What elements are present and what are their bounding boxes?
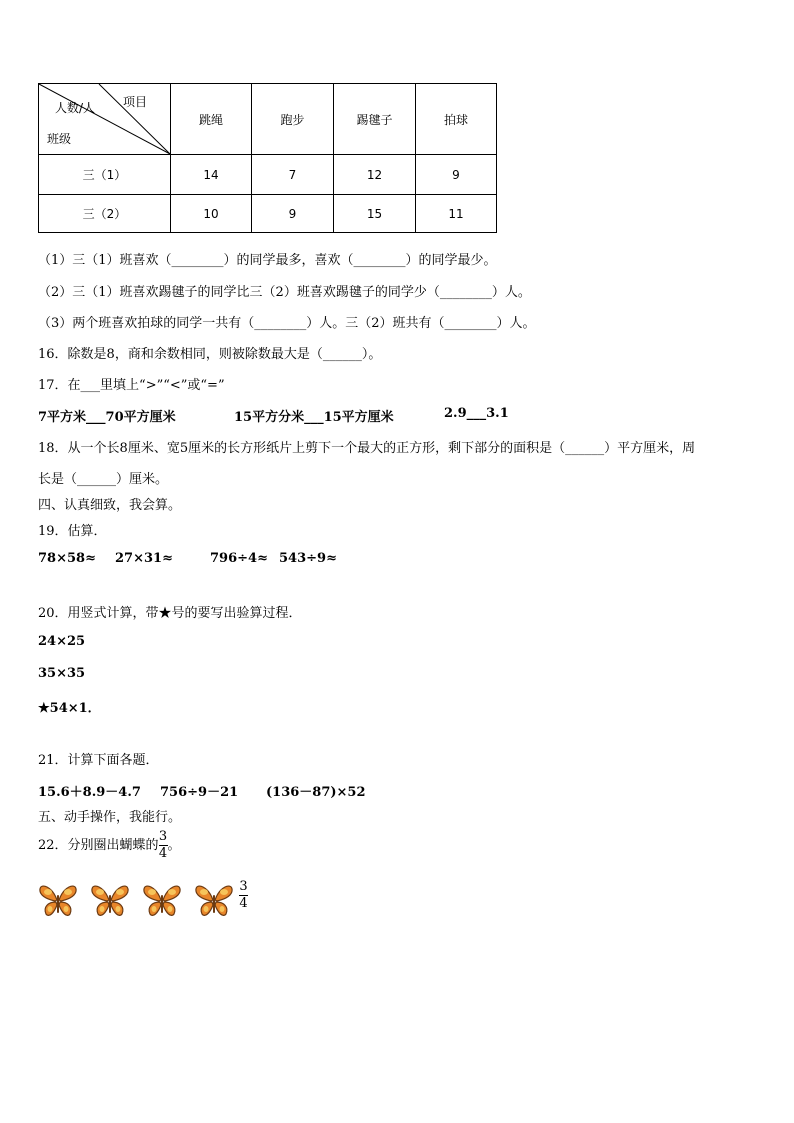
column-header: 跑步 [252,84,334,155]
question-22-end: 。 [167,838,181,853]
question-22-title: 22．分别圈出蝴蝶的 [38,838,159,853]
table-cell: 15 [334,195,416,233]
q21-item: 756÷9－21 [160,785,239,800]
header-corner-cell [39,84,171,155]
survey-table [38,83,497,233]
q15-part1: （1）三（1）班喜欢（________）的同学最多，喜欢（________）的同学最少。 [38,253,497,268]
q17-item-c: 2.9___3.1 [444,406,509,421]
q21-item: 15.6＋8.9－4.7 [38,785,141,800]
column-header: 跳绳 [171,84,252,155]
butterfly-icon [90,883,130,919]
table-cell: 12 [334,155,416,195]
section-5-heading: 五、动手操作，我能行。 [38,810,182,825]
q15-part2: （2）三（1）班喜欢踢毽子的同学比三（2）班喜欢踢毽子的同学少（________）人。 [38,285,531,300]
table-header-row [39,84,497,155]
q17-item-a: 7平方米___70平方厘米 [38,410,176,425]
question-18-line1: 18．从一个长8厘米、宽5厘米的长方形纸片上剪下一个最大的正方形，剩下部分的面积是（______）平方厘米，周 [38,441,696,456]
row-label: 三（1） [39,155,171,195]
fraction-three-quarters [159,830,168,861]
fraction-denominator: 4 [239,896,248,911]
question-21-title: 21．计算下面各题． [38,753,159,768]
corner-label-item: 项目 [123,95,148,109]
butterfly-icon [194,883,234,919]
corner-label-class: 班级 [47,132,72,146]
row-label: 三（2） [39,195,171,233]
q17-item-b: 15平方分米___15平方厘米 [234,410,394,425]
q21-item: (136－87)×52 [266,785,366,800]
q15-part3: （3）两个班喜欢拍球的同学一共有（________）人。三（2）班共有（________）人。 [38,316,536,331]
q19-item: 27×31≈ [115,551,173,566]
fraction-denominator: 4 [158,846,168,861]
question-22 [38,830,181,861]
fraction-numerator: 3 [158,829,168,844]
column-header: 踢毽子 [334,84,416,155]
butterfly-fraction [239,880,248,911]
section-4-heading: 四、认真细致，我会算。 [38,498,182,513]
table-row [39,195,497,233]
butterfly-icon [142,883,182,919]
question-20-title: 20．用竖式计算，带★号的要写出验算过程． [38,606,302,621]
q19-item: 543÷9≈ [279,551,337,566]
q19-item: 796÷4≈ [210,551,268,566]
table-cell: 9 [252,195,334,233]
table-cell: 11 [416,195,497,233]
fraction-numerator: 3 [239,879,248,894]
table-cell: 10 [171,195,252,233]
q20-item: ★54×1． [38,701,101,716]
table-row [39,155,497,195]
table-cell: 14 [171,155,252,195]
question-19-title: 19．估算． [38,524,107,539]
q20-item: 24×25 [38,634,86,649]
q20-item: 35×35 [38,666,86,681]
column-header: 拍球 [416,84,497,155]
question-18-line2: 长是（______）厘米。 [38,472,169,487]
table-cell: 7 [252,155,334,195]
corner-label-count: 人数/人 [55,101,96,115]
q19-item: 78×58≈ [38,551,96,566]
table-cell: 9 [416,155,497,195]
question-16: 16．除数是8，商和余数相同，则被除数最大是（______）。 [38,347,382,362]
question-17-title: 17．在___里填上“>”“<”或“=” [38,378,225,393]
butterfly-icon [38,883,78,919]
fraction-three-quarters [239,880,248,911]
